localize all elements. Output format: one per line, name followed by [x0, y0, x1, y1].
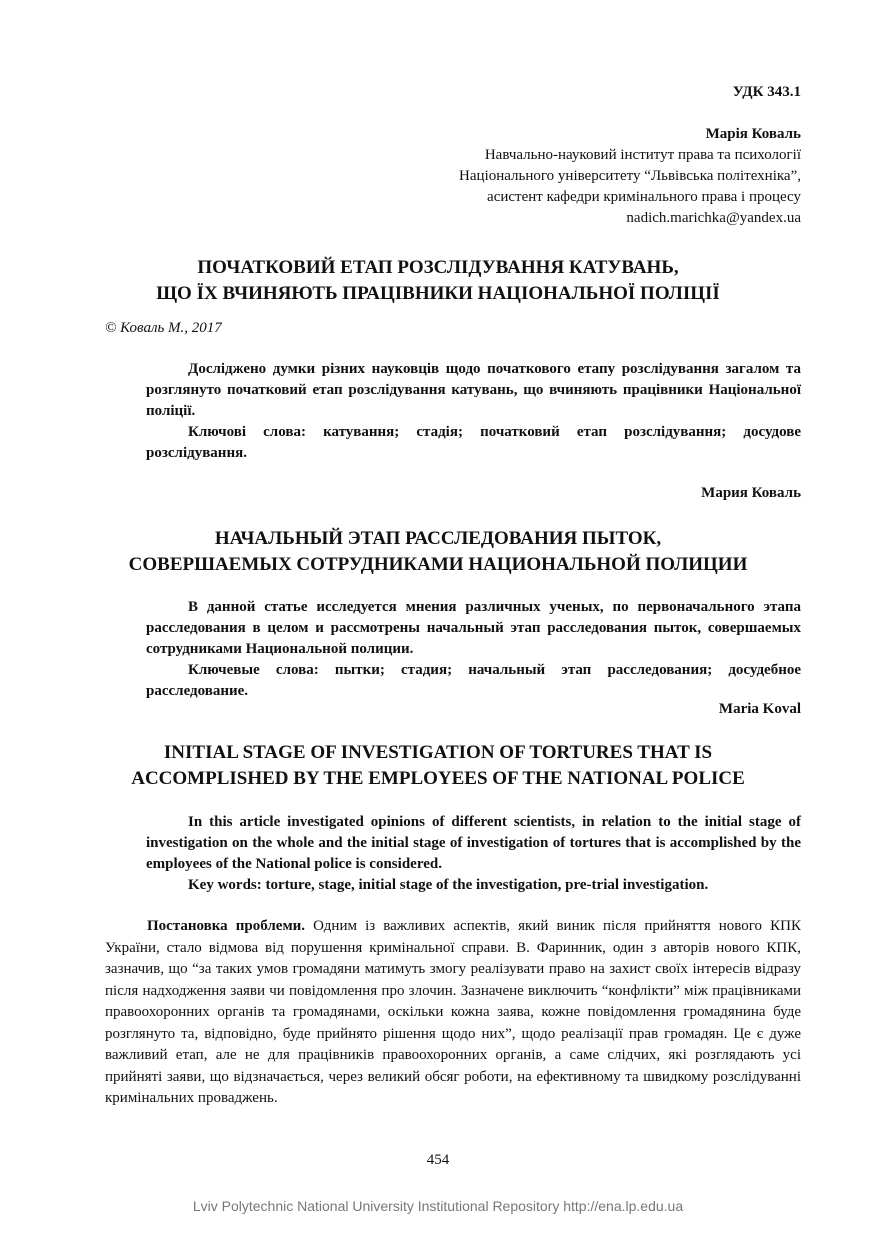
en-title [60, 740, 816, 792]
ua-author-name: Марія Коваль [705, 126, 801, 142]
ru-title-line: НАЧАЛЬНЫЙ ЭТАП РАССЛЕДОВАНИЯ ПЫТОК, [214, 528, 662, 549]
ua-title-line: ЩО ЇХ ВЧИНЯЮТЬ ПРАЦІВНИКИ НАЦІОНАЛЬНОЇ ПОЛІЦІЇ [156, 283, 720, 304]
ua-keywords: Ключові слова: катування; стадія; початковий етап розслідування; досудове розслідування. [146, 424, 801, 461]
affiliation-line: Навчально-науковий інститут права та психології [484, 147, 801, 163]
en-author-name: Maria Koval [718, 701, 801, 717]
copyright-notice: © Коваль М., 2017 [105, 320, 222, 336]
ua-author-block [380, 124, 801, 229]
ua-abstract: Досліджено думки різних науковців щодо початкового етапу розслідування загалом та розглянуто початковий етап розслідування катувань, що вчиняють працівники Національної поліції. [146, 361, 801, 419]
ru-keywords: Ключевые слова: пытки; стадия; начальный этап расследования; досудебное расследование. [146, 662, 801, 699]
en-abstract: In this article investigated opinions of different scientists, in relation to the initial stage of investigation on the whole and the initial stage of investigation of tortures that is accomplished by the employees of the National police is considered. [146, 814, 801, 872]
affiliation-line: Національного університету “Львівська політехніка”, [459, 168, 801, 184]
en-abstract-block [146, 812, 801, 896]
ua-abstract-block [146, 359, 801, 464]
affiliation-line: асистент кафедри кримінального права і процесу [487, 189, 801, 205]
en-title-line: ACCOMPLISHED BY THE EMPLOYEES OF THE NATIONAL POLICE [131, 768, 745, 789]
body-paragraph [105, 916, 801, 1110]
body-text [105, 916, 801, 1110]
ua-title-line: ПОЧАТКОВИЙ ЕТАП РОЗСЛІДУВАННЯ КАТУВАНЬ, [197, 257, 679, 278]
udk-code: УДК 343.1 [732, 84, 801, 100]
ru-title-line: СОВЕРШАЕМЫХ СОТРУДНИКАМИ НАЦИОНАЛЬНОЙ ПОЛИЦИИ [128, 554, 748, 575]
ru-abstract: В данной статье исследуется мнения различных ученых, по первоначального этапа расследования в целом и рассмотрены начальный этап расследования пыток, совершаемых сотрудниками Национальной полиции. [146, 599, 801, 657]
paragraph-text: Одним із важливих аспектів, який виник після прийняття нового КПК України, стало відмова від порушення кримінальної справи. В. Фаринник, один з авторів нового КПК, зазначив, що “за таких умов громадяни матимуть змогу реалізувати право на захист своїх інтересів відразу після надходження заяви чи повідомлення про злочин. Зазначене виключить “конфлікти” між працівниками правоохоронних органів та громадянами, оскільки кожна заява, кожне повідомлення громадянина буде розглянуто та, відповідно, буде прийнято рішення щодо них”, щодо реалізації прав громадян. Це є дуже важливий етап, але не для працівників правоохоронних органів, а саме слідчих, які розглядають усі прийняті заяви, що відзначається, через великий обсяг роботи, на ефективному та швидкому розслідуванні кримінальних проваджень. [105, 918, 801, 1106]
ru-abstract-block [146, 597, 801, 702]
repository-footer: Lviv Polytechnic National University Institutional Repository http://ena.lp.edu.ua [192, 1198, 684, 1214]
section-heading: Постановка проблеми. [147, 918, 306, 934]
ru-author-name: Мария Коваль [701, 485, 801, 501]
en-keywords: Key words: torture, stage, initial stage of the investigation, pre-trial investigation. [188, 877, 709, 893]
page-number: 454 [426, 1152, 450, 1168]
ua-title [60, 255, 816, 307]
en-title-line: INITIAL STAGE OF INVESTIGATION OF TORTURES THAT IS [163, 742, 713, 763]
ru-title [60, 526, 816, 578]
author-email: nadich.marichka@yandex.ua [626, 210, 801, 226]
